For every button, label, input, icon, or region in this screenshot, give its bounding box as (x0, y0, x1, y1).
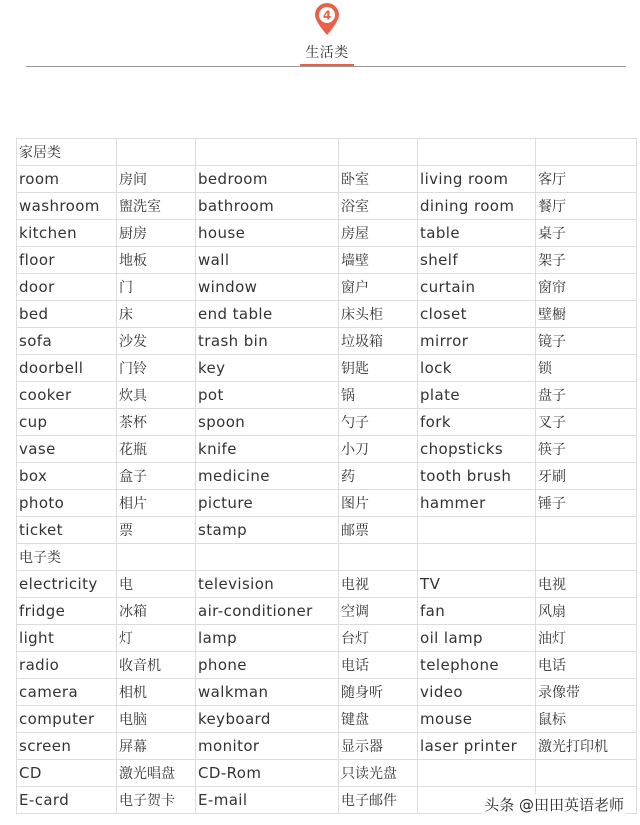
chinese-meaning-cell: 床头柜 (339, 301, 418, 328)
english-word-cell: television (196, 571, 339, 598)
table-row (17, 382, 637, 409)
chinese-meaning-cell: 电子贺卡 (117, 787, 196, 814)
english-word-cell: knife (196, 436, 339, 463)
table-row (17, 409, 637, 436)
english-word-cell: bathroom (196, 193, 339, 220)
english-word-cell: dining room (418, 193, 536, 220)
english-word-cell: walkman (196, 679, 339, 706)
chinese-meaning-cell: 票 (117, 517, 196, 544)
chinese-meaning-cell: 门 (117, 274, 196, 301)
chinese-meaning-cell: 房屋 (339, 220, 418, 247)
english-word-cell: shelf (418, 247, 536, 274)
english-word-cell: E-mail (196, 787, 339, 814)
chinese-meaning-cell: 只读光盘 (339, 760, 418, 787)
english-word-cell: electricity (17, 571, 117, 598)
chinese-meaning-cell: 电视 (536, 571, 637, 598)
chinese-meaning-cell: 灯 (117, 625, 196, 652)
chinese-meaning-cell: 垃圾箱 (339, 328, 418, 355)
english-word-cell: curtain (418, 274, 536, 301)
title-underline-accent (300, 64, 354, 66)
english-word-cell: pot (196, 382, 339, 409)
chinese-meaning-cell: 电 (117, 571, 196, 598)
english-word-cell: medicine (196, 463, 339, 490)
chinese-meaning-cell: 锤子 (536, 490, 637, 517)
vocabulary-table-body (17, 139, 637, 814)
english-word-cell (418, 517, 536, 544)
table-row (17, 733, 637, 760)
table-row (17, 598, 637, 625)
english-word-cell: light (17, 625, 117, 652)
english-word-cell: window (196, 274, 339, 301)
english-word-cell: plate (418, 382, 536, 409)
english-word-cell: end table (196, 301, 339, 328)
chinese-meaning-cell: 邮票 (339, 517, 418, 544)
chinese-meaning-cell: 屏幕 (117, 733, 196, 760)
english-word-cell: phone (196, 652, 339, 679)
chinese-meaning-cell (536, 517, 637, 544)
english-word-cell: sofa (17, 328, 117, 355)
english-word-cell: laser printer (418, 733, 536, 760)
chinese-meaning-cell: 花瓶 (117, 436, 196, 463)
english-word-cell: washroom (17, 193, 117, 220)
chinese-meaning-cell: 墙壁 (339, 247, 418, 274)
english-word-cell: key (196, 355, 339, 382)
english-word-cell: vase (17, 436, 117, 463)
english-word-cell: cooker (17, 382, 117, 409)
chinese-meaning-cell: 药 (339, 463, 418, 490)
chinese-meaning-cell: 镜子 (536, 328, 637, 355)
english-word-cell: fork (418, 409, 536, 436)
english-word-cell: door (17, 274, 117, 301)
chinese-meaning-cell: 牙刷 (536, 463, 637, 490)
english-word-cell: room (17, 166, 117, 193)
chinese-meaning-cell: 壁橱 (536, 301, 637, 328)
chinese-meaning-cell: 随身听 (339, 679, 418, 706)
chinese-meaning-cell: 电脑 (117, 706, 196, 733)
empty-cell (418, 544, 536, 571)
table-row (17, 490, 637, 517)
chinese-meaning-cell: 勺子 (339, 409, 418, 436)
chinese-meaning-cell: 空调 (339, 598, 418, 625)
chinese-meaning-cell: 激光唱盘 (117, 760, 196, 787)
chinese-meaning-cell: 录像带 (536, 679, 637, 706)
table-row (17, 220, 637, 247)
chinese-meaning-cell: 盒子 (117, 463, 196, 490)
chinese-meaning-cell: 油灯 (536, 625, 637, 652)
chinese-meaning-cell: 盘子 (536, 382, 637, 409)
table-row (17, 328, 637, 355)
empty-cell (339, 544, 418, 571)
english-word-cell: photo (17, 490, 117, 517)
chinese-meaning-cell: 显示器 (339, 733, 418, 760)
english-word-cell: camera (17, 679, 117, 706)
category-row (17, 139, 637, 166)
chinese-meaning-cell: 锅 (339, 382, 418, 409)
english-word-cell: chopsticks (418, 436, 536, 463)
chinese-meaning-cell (536, 760, 637, 787)
category-label: 电子类 (17, 544, 117, 571)
watermark: 头条 @田田英语老师 (484, 796, 624, 814)
chinese-meaning-cell: 窗帘 (536, 274, 637, 301)
category-row (17, 544, 637, 571)
chinese-meaning-cell: 厨房 (117, 220, 196, 247)
english-word-cell: mirror (418, 328, 536, 355)
table-row (17, 463, 637, 490)
chinese-meaning-cell: 相片 (117, 490, 196, 517)
chinese-meaning-cell: 激光打印机 (536, 733, 637, 760)
title-divider (26, 66, 626, 67)
english-word-cell: cup (17, 409, 117, 436)
english-word-cell: lock (418, 355, 536, 382)
section-header (0, 0, 640, 70)
table-row (17, 301, 637, 328)
chinese-meaning-cell: 茶杯 (117, 409, 196, 436)
english-word-cell: computer (17, 706, 117, 733)
chinese-meaning-cell: 卧室 (339, 166, 418, 193)
english-word-cell: telephone (418, 652, 536, 679)
table-row (17, 436, 637, 463)
english-word-cell: TV (418, 571, 536, 598)
english-word-cell: bed (17, 301, 117, 328)
chinese-meaning-cell: 小刀 (339, 436, 418, 463)
table-row (17, 355, 637, 382)
location-pin-badge (313, 2, 341, 36)
english-word-cell: tooth brush (418, 463, 536, 490)
empty-cell (196, 544, 339, 571)
english-word-cell: fan (418, 598, 536, 625)
page-title: 生活类 (305, 45, 349, 61)
chinese-meaning-cell: 筷子 (536, 436, 637, 463)
chinese-meaning-cell: 桌子 (536, 220, 637, 247)
badge-number: 4 (322, 8, 332, 23)
empty-cell (117, 139, 196, 166)
chinese-meaning-cell: 电视 (339, 571, 418, 598)
english-word-cell: bedroom (196, 166, 339, 193)
chinese-meaning-cell: 相机 (117, 679, 196, 706)
chinese-meaning-cell: 鼠标 (536, 706, 637, 733)
chinese-meaning-cell: 台灯 (339, 625, 418, 652)
chinese-meaning-cell: 餐厅 (536, 193, 637, 220)
chinese-meaning-cell: 收音机 (117, 652, 196, 679)
english-word-cell: trash bin (196, 328, 339, 355)
table-row (17, 679, 637, 706)
english-word-cell: monitor (196, 733, 339, 760)
english-word-cell: doorbell (17, 355, 117, 382)
english-word-cell: oil lamp (418, 625, 536, 652)
empty-cell (339, 139, 418, 166)
english-word-cell: mouse (418, 706, 536, 733)
chinese-meaning-cell: 沙发 (117, 328, 196, 355)
english-word-cell: floor (17, 247, 117, 274)
chinese-meaning-cell: 电话 (536, 652, 637, 679)
table-row (17, 247, 637, 274)
pin-icon (313, 2, 341, 36)
empty-cell (536, 544, 637, 571)
english-word-cell: table (418, 220, 536, 247)
chinese-meaning-cell: 冰箱 (117, 598, 196, 625)
chinese-meaning-cell: 炊具 (117, 382, 196, 409)
table-row (17, 166, 637, 193)
table-row (17, 571, 637, 598)
english-word-cell: E-card (17, 787, 117, 814)
english-word-cell: keyboard (196, 706, 339, 733)
empty-cell (536, 139, 637, 166)
chinese-meaning-cell: 客厅 (536, 166, 637, 193)
chinese-meaning-cell: 图片 (339, 490, 418, 517)
category-label: 家居类 (17, 139, 117, 166)
english-word-cell: lamp (196, 625, 339, 652)
chinese-meaning-cell: 钥匙 (339, 355, 418, 382)
english-word-cell: screen (17, 733, 117, 760)
table-row (17, 652, 637, 679)
english-word-cell: kitchen (17, 220, 117, 247)
english-word-cell: hammer (418, 490, 536, 517)
table-row (17, 760, 637, 787)
chinese-meaning-cell: 叉子 (536, 409, 637, 436)
table-row (17, 706, 637, 733)
english-word-cell: CD (17, 760, 117, 787)
table-row (17, 517, 637, 544)
empty-cell (418, 139, 536, 166)
chinese-meaning-cell: 电子邮件 (339, 787, 418, 814)
english-word-cell: stamp (196, 517, 339, 544)
english-word-cell: fridge (17, 598, 117, 625)
chinese-meaning-cell: 房间 (117, 166, 196, 193)
english-word-cell: radio (17, 652, 117, 679)
english-word-cell: closet (418, 301, 536, 328)
table-row (17, 274, 637, 301)
chinese-meaning-cell: 锁 (536, 355, 637, 382)
empty-cell (196, 139, 339, 166)
english-word-cell: air-conditioner (196, 598, 339, 625)
english-word-cell: spoon (196, 409, 339, 436)
chinese-meaning-cell: 浴室 (339, 193, 418, 220)
chinese-meaning-cell: 窗户 (339, 274, 418, 301)
chinese-meaning-cell: 盥洗室 (117, 193, 196, 220)
chinese-meaning-cell: 地板 (117, 247, 196, 274)
english-word-cell: living room (418, 166, 536, 193)
table-row (17, 625, 637, 652)
english-word-cell: video (418, 679, 536, 706)
vocabulary-table (16, 138, 637, 814)
english-word-cell: box (17, 463, 117, 490)
chinese-meaning-cell: 门铃 (117, 355, 196, 382)
chinese-meaning-cell: 电话 (339, 652, 418, 679)
english-word-cell: picture (196, 490, 339, 517)
english-word-cell (418, 760, 536, 787)
chinese-meaning-cell: 架子 (536, 247, 637, 274)
empty-cell (117, 544, 196, 571)
english-word-cell: ticket (17, 517, 117, 544)
english-word-cell: wall (196, 247, 339, 274)
chinese-meaning-cell: 键盘 (339, 706, 418, 733)
chinese-meaning-cell: 床 (117, 301, 196, 328)
table-row (17, 193, 637, 220)
chinese-meaning-cell: 风扇 (536, 598, 637, 625)
english-word-cell: house (196, 220, 339, 247)
english-word-cell: CD-Rom (196, 760, 339, 787)
